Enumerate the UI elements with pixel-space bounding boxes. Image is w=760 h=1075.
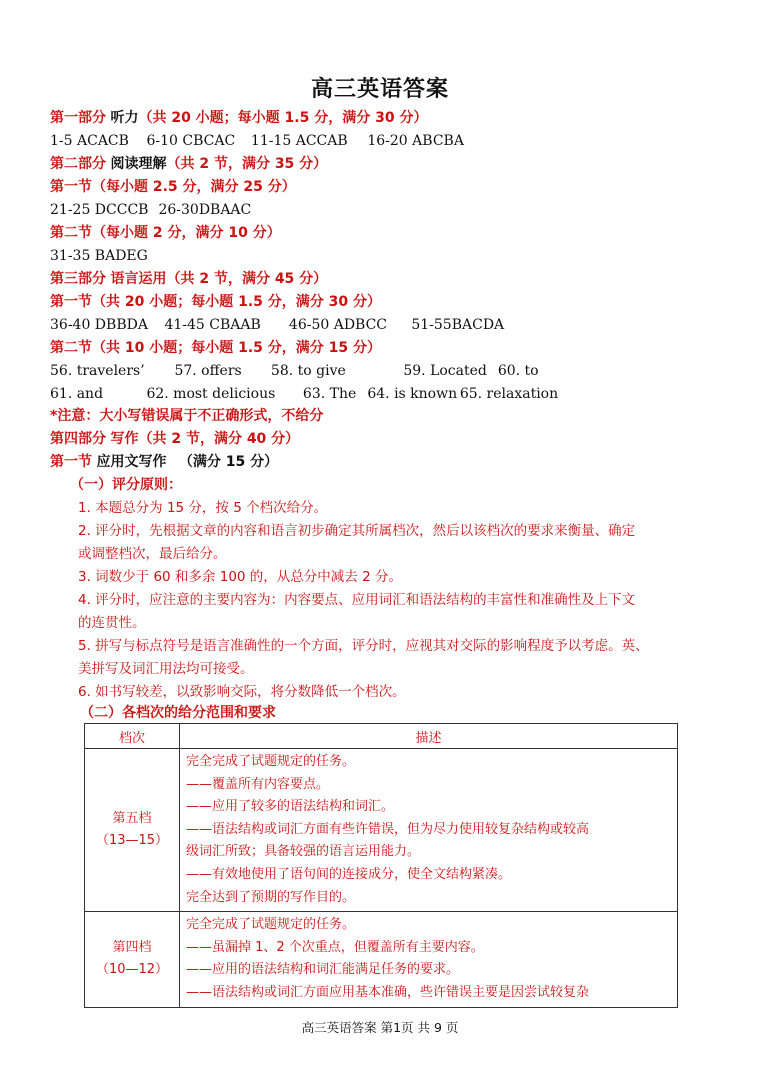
part2-sec2-heading: 第二节（每小题 2 分，满分 10 分） [50, 225, 281, 241]
description-line: 完全完成了试题规定的任务。 [186, 754, 356, 769]
grade-level-cell [85, 749, 180, 912]
answer-group: 46-50 ADBCC [288, 317, 388, 333]
part3-name: 语言运用 [110, 271, 167, 287]
table-row [85, 749, 678, 912]
answer-item: 57. offers [174, 363, 242, 379]
answer-group: 51-55BACDA [411, 317, 505, 333]
principle-line: 6. 如书写较差，以致影响交际，将分数降低一个档次。 [78, 684, 406, 700]
grades-title: （二）各档次的给分范围和要求 [80, 705, 276, 721]
part3-heading [50, 269, 327, 289]
answer-group: 11-15 ACCAB [250, 133, 348, 149]
part2-sec2-answers [50, 246, 148, 266]
page-title: 高三英语答案 [310, 77, 449, 102]
description-line: 级词汇所致；具备较强的语言运用能力。 [186, 844, 421, 860]
case-note: *注意：大小写错误属于不正确形式，不给分 [50, 408, 324, 424]
part1-label: 第一部分 [50, 110, 106, 126]
grade-level-cell [85, 912, 180, 1007]
principle-line: 2. 评分时，先根据文章的内容和语言初步确定其所属档次，然后以该档次的要求来衡量、确定 [78, 523, 636, 539]
principle-line: 3. 词数少于 60 和多余 100 的，从总分中减去 2 分。 [78, 569, 402, 585]
answer-group: 41-45 CBAAB [164, 317, 261, 333]
answer-group: 31-35 BADEG [50, 248, 148, 264]
part4-detail: （共 2 节，满分 40 分） [138, 431, 300, 447]
answer-item: 58. to give [270, 363, 346, 379]
part1-name: 听力 [110, 110, 139, 126]
description-line: ——应用了较多的语法结构和词汇。 [186, 799, 395, 815]
description-line: ——虽漏掉 1、2 个次重点，但覆盖所有主要内容。 [186, 939, 484, 955]
principle-line: 美拼写及词汇用法均可接受。 [78, 661, 254, 677]
table-header-description: 描述 [180, 724, 678, 749]
description-line: ——语法结构或词汇方面应用基本准确，些许错误主要是因尝试较复杂 [186, 984, 590, 1000]
table-header-row [85, 724, 678, 749]
part1-detail: （共 20 小题；每小题 1.5 分，满分 30 分） [138, 110, 428, 126]
table-row [85, 912, 678, 1007]
answer-group: 16-20 ABCBA [367, 133, 464, 149]
description-line: ——语法结构或词汇方面有些许错误，但为尽力使用较复杂结构或较高 [186, 821, 590, 837]
part3-sec1-answers [50, 315, 504, 335]
part3-sec2-row2 [50, 384, 558, 404]
description-line: ——有效地使用了语句间的连接成分，使全文结构紧凑。 [186, 866, 512, 882]
part2-detail: （共 2 节，满分 35 分） [166, 156, 328, 172]
answer-group: 26-30DBAAC [158, 202, 252, 218]
part4-heading [50, 429, 299, 449]
description-line: 完全达到了预期的写作目的。 [186, 889, 356, 905]
part3-sec2-heading: 第二节（共 10 小题；每小题 1.5 分，满分 15 分） [50, 340, 382, 356]
part1-answers [50, 131, 464, 151]
principle-line: 1. 本题总分为 15 分，按 5 个档次给分。 [78, 500, 328, 516]
part4-name: 写作 [110, 431, 139, 447]
principle-line: 4. 评分时，应注意的主要内容为：内容要点、应用词汇和语法结构的丰富性和准确性及上下文 [78, 592, 636, 608]
principles-title: （一）评分原则： [70, 477, 182, 493]
grade-range: （13—15） [95, 833, 169, 849]
answer-group: 1-5 ACACB [50, 133, 129, 149]
grade-description-cell [180, 912, 678, 1007]
grading-table [84, 723, 678, 1008]
answer-item: 64. is known [367, 386, 458, 402]
table-header-level: 档次 [85, 724, 180, 749]
part4-sec1-detail: （满分 15 分） [178, 454, 279, 470]
principle-line: 或调整档次，最后给分。 [78, 546, 227, 562]
answer-item: 60. to [497, 363, 539, 379]
part4-sec1-name: 应用文写作 [96, 454, 167, 470]
part4-sec1-heading [50, 452, 278, 472]
part2-sec1-answers [50, 200, 251, 220]
answer-item: 65. relaxation [459, 386, 559, 402]
page-footer: 高三英语答案 第1页 共 9 页 [301, 1020, 459, 1035]
principle-line: 的连贯性。 [78, 615, 146, 631]
part4-label: 第四部分 [50, 431, 106, 447]
part3-sec1-heading: 第一节（共 20 小题；每小题 1.5 分，满分 30 分） [50, 294, 382, 310]
part3-sec2-row1 [50, 361, 539, 381]
answer-item: 63. The [302, 386, 357, 402]
part2-name: 阅读理解 [110, 156, 167, 172]
part3-detail: （共 2 节，满分 45 分） [166, 271, 328, 287]
part2-heading [50, 154, 327, 174]
description-line: ——应用的语法结构和词汇能满足任务的要求。 [186, 962, 460, 978]
answer-item: 56. travelers’ [50, 363, 145, 379]
grade-level: 第五档 [112, 811, 152, 827]
answer-item: 62. most delicious [146, 386, 276, 402]
grade-range: （10—12） [95, 962, 169, 978]
grade-level: 第四档 [112, 940, 152, 956]
part2-label: 第二部分 [50, 156, 106, 172]
answer-group: 6-10 CBCAC [146, 133, 236, 149]
principle-line: 5. 拼写与标点符号是语言准确性的一个方面，评分时，应视其对交际的影响程度予以考虑。英、 [78, 638, 649, 654]
part4-sec1-label: 第一节 [50, 454, 92, 470]
answer-item: 61. and [50, 386, 104, 402]
part3-label: 第三部分 [50, 271, 106, 287]
description-line: 完全完成了试题规定的任务。 [186, 917, 356, 933]
description-line: ——覆盖所有内容要点。 [186, 776, 330, 792]
answer-group: 36-40 DBBDA [50, 317, 148, 333]
answer-item: 59. Located [403, 363, 487, 379]
grade-description-cell [180, 749, 678, 912]
part1-heading [50, 108, 427, 128]
part2-sec1-heading: 第一节（每小题 2.5 分，满分 25 分） [50, 179, 296, 195]
answer-group: 21-25 DCCCB [50, 202, 149, 218]
